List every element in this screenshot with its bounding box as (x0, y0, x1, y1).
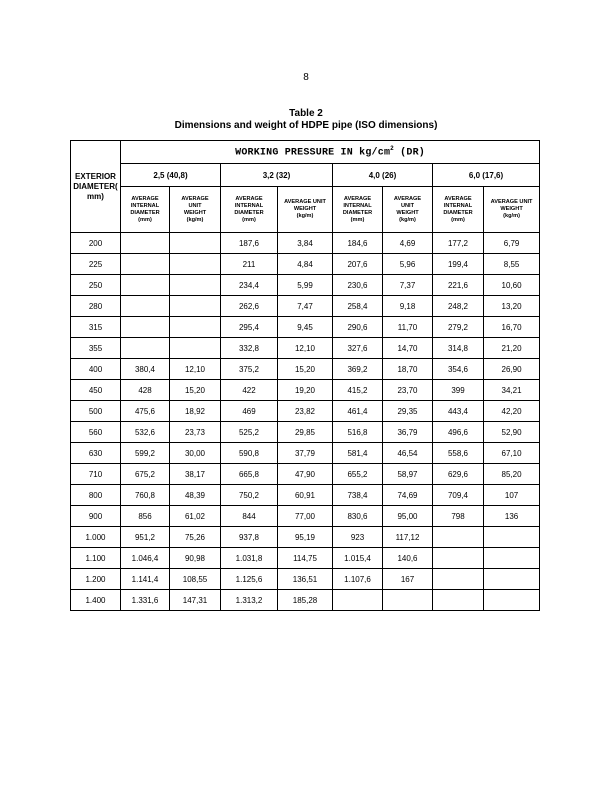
table-cell: 532,6 (121, 422, 170, 443)
table-cell (121, 338, 170, 359)
table-cell (433, 527, 484, 548)
table-cell: 496,6 (433, 422, 484, 443)
subheader-line: AVERAGE (444, 195, 472, 202)
table-cell: 90,98 (170, 548, 221, 569)
table-cell: 709,4 (433, 485, 484, 506)
column-subheader (383, 187, 433, 233)
table-cell: 167 (383, 569, 433, 590)
table-cell (484, 590, 540, 611)
table-cell: 951,2 (121, 527, 170, 548)
subheader-line: WEIGHT (183, 209, 207, 216)
exterior-diameter-cell: 710 (71, 464, 121, 485)
table-cell: 29,85 (278, 422, 333, 443)
subheader-line: DIAMETER (130, 209, 160, 216)
working-pressure-sup: 2 (390, 145, 394, 153)
table-cell: 18,70 (383, 359, 433, 380)
table-cell (121, 296, 170, 317)
table-cell: 77,00 (278, 506, 333, 527)
subheader-line: DIAMETER (342, 209, 373, 216)
table-cell: 21,20 (484, 338, 540, 359)
working-pressure-suffix: (DR) (393, 147, 425, 159)
subheader-line: AVERAGE (393, 195, 422, 202)
table-row (71, 380, 540, 401)
table-cell: 461,4 (333, 401, 383, 422)
table-cell: 107 (484, 485, 540, 506)
table-cell: 11,70 (383, 317, 433, 338)
table-cell: 443,4 (433, 401, 484, 422)
table-cell: 558,6 (433, 443, 484, 464)
table-cell: 525,2 (221, 422, 278, 443)
column-subheader (221, 187, 278, 233)
working-pressure-text: WORKING PRESSURE IN kg/cm (235, 147, 391, 159)
table-cell: 117,12 (383, 527, 433, 548)
subheader-line: DIAMETER (443, 209, 473, 216)
table-cell: 1.031,8 (221, 548, 278, 569)
table-cell: 34,21 (484, 380, 540, 401)
table-cell: 75,26 (170, 527, 221, 548)
subheader-line: (mm) (451, 216, 465, 223)
table-row (71, 506, 540, 527)
table-cell: 6,79 (484, 233, 540, 254)
table-cell: 3,84 (278, 233, 333, 254)
table-cell: 211 (221, 254, 278, 275)
table-cell: 29,35 (383, 401, 433, 422)
table-cell: 599,2 (121, 443, 170, 464)
exterior-header-line: EXTERIOR (75, 171, 116, 181)
table-cell: 23,82 (278, 401, 333, 422)
subheader-line: UNIT (400, 202, 415, 209)
table-cell: 9,18 (383, 296, 433, 317)
table-cell: 7,37 (383, 275, 433, 296)
subheader-line: (kg/m) (296, 213, 314, 219)
table-cell: 830,6 (333, 506, 383, 527)
table-cell: 1.046,4 (121, 548, 170, 569)
table-cell: 74,69 (383, 485, 433, 506)
table-cell: 399 (433, 380, 484, 401)
table-row (71, 317, 540, 338)
table-cell (433, 569, 484, 590)
table-cell: 95,00 (383, 506, 433, 527)
exterior-diameter-cell: 1.000 (71, 527, 121, 548)
table-cell: 52,90 (484, 422, 540, 443)
exterior-diameter-cell: 400 (71, 359, 121, 380)
working-pressure-header (121, 141, 540, 164)
table-cell: 1.015,4 (333, 548, 383, 569)
table-row (71, 401, 540, 422)
exterior-diameter-cell: 900 (71, 506, 121, 527)
table-cell: 428 (121, 380, 170, 401)
table-cell: 1.125,6 (221, 569, 278, 590)
column-subheader (433, 187, 484, 233)
table-cell: 19,20 (278, 380, 333, 401)
table-cell: 750,2 (221, 485, 278, 506)
subheader-line: AVERAGE (181, 195, 209, 202)
subheader-line: AVERAGE UNIT (284, 199, 326, 205)
table-cell: 590,8 (221, 443, 278, 464)
subheader-line: AVERAGE (235, 195, 263, 202)
exterior-diameter-cell: 200 (71, 233, 121, 254)
table-cell: 23,73 (170, 422, 221, 443)
subheader-line: WEIGHT (293, 206, 317, 212)
table-cell (121, 254, 170, 275)
table-row (71, 569, 540, 590)
table-cell: 295,4 (221, 317, 278, 338)
table-cell: 332,8 (221, 338, 278, 359)
table-cell: 4,69 (383, 233, 433, 254)
column-subheader (121, 187, 170, 233)
table-cell: 1.331,6 (121, 590, 170, 611)
subheader-line: WEIGHT (500, 206, 523, 212)
table-cell: 26,90 (484, 359, 540, 380)
subheader-line: AVERAGE (343, 195, 372, 202)
table-cell (170, 338, 221, 359)
table-cell: 314,8 (433, 338, 484, 359)
subheader-line: (kg/m) (186, 216, 204, 223)
table-cell: 1.313,2 (221, 590, 278, 611)
table-cell (383, 590, 433, 611)
table-cell: 185,28 (278, 590, 333, 611)
table-row (71, 443, 540, 464)
exterior-diameter-cell: 315 (71, 317, 121, 338)
table-cell: 279,2 (433, 317, 484, 338)
table-cell: 42,20 (484, 401, 540, 422)
table-row (71, 296, 540, 317)
table-cell: 380,4 (121, 359, 170, 380)
dr-group-header: 4,0 (26) (333, 164, 433, 187)
table-row (71, 275, 540, 296)
table-cell: 923 (333, 527, 383, 548)
table-cell: 248,2 (433, 296, 484, 317)
table-cell: 23,70 (383, 380, 433, 401)
table-cell: 187,6 (221, 233, 278, 254)
table-cell: 15,20 (278, 359, 333, 380)
table-cell: 8,55 (484, 254, 540, 275)
table-cell: 184,6 (333, 233, 383, 254)
exterior-diameter-cell: 500 (71, 401, 121, 422)
table-cell: 844 (221, 506, 278, 527)
table-cell: 15,20 (170, 380, 221, 401)
table-cell: 13,20 (484, 296, 540, 317)
table-cell: 369,2 (333, 359, 383, 380)
table-cell (170, 233, 221, 254)
table-cell: 738,4 (333, 485, 383, 506)
table-cell (484, 569, 540, 590)
table-cell: 58,97 (383, 464, 433, 485)
dr-group-header: 3,2 (32) (221, 164, 333, 187)
table-cell (170, 317, 221, 338)
page-number: 8 (303, 72, 309, 83)
exterior-diameter-cell: 1.400 (71, 590, 121, 611)
table-cell (121, 317, 170, 338)
table-cell: 354,6 (433, 359, 484, 380)
caption-line-1: Table 2 (289, 108, 323, 119)
table-cell: 221,6 (433, 275, 484, 296)
caption-line-2: Dimensions and weight of HDPE pipe (ISO dimensions) (174, 120, 438, 131)
table-cell: 937,8 (221, 527, 278, 548)
table-cell: 61,02 (170, 506, 221, 527)
table-cell: 262,6 (221, 296, 278, 317)
table-cell: 37,79 (278, 443, 333, 464)
table-cell: 581,4 (333, 443, 383, 464)
table-cell (484, 548, 540, 569)
table-cell (484, 527, 540, 548)
table-caption (0, 108, 612, 132)
table-cell: 415,2 (333, 380, 383, 401)
table-row (71, 590, 540, 611)
table-cell: 516,8 (333, 422, 383, 443)
table-cell: 14,70 (383, 338, 433, 359)
table-cell: 207,6 (333, 254, 383, 275)
table-cell: 136 (484, 506, 540, 527)
subheader-line: INTERNAL (130, 202, 160, 209)
table-cell: 290,6 (333, 317, 383, 338)
exterior-diameter-cell: 1.200 (71, 569, 121, 590)
table-cell: 422 (221, 380, 278, 401)
dr-group-header: 2,5 (40,8) (121, 164, 221, 187)
subheader-line: (kg/m) (399, 216, 416, 223)
table-cell (170, 296, 221, 317)
table-cell: 16,70 (484, 317, 540, 338)
table-cell: 258,4 (333, 296, 383, 317)
table-cell (121, 275, 170, 296)
table-row (71, 485, 540, 506)
column-subheader (170, 187, 221, 233)
table-cell: 234,4 (221, 275, 278, 296)
table-cell: 48,39 (170, 485, 221, 506)
table-row (71, 359, 540, 380)
table-cell: 199,4 (433, 254, 484, 275)
table-cell: 12,10 (278, 338, 333, 359)
dr-group-header: 6,0 (17,6) (433, 164, 540, 187)
subheader-line: AVERAGE UNIT (490, 199, 533, 205)
table-cell: 9,45 (278, 317, 333, 338)
table-cell: 38,17 (170, 464, 221, 485)
table-cell: 18,92 (170, 401, 221, 422)
table-cell: 4,84 (278, 254, 333, 275)
exterior-header-line: mm) (87, 191, 104, 201)
table-cell: 47,90 (278, 464, 333, 485)
table-cell: 5,96 (383, 254, 433, 275)
table-cell: 30,00 (170, 443, 221, 464)
table-cell: 675,2 (121, 464, 170, 485)
subheader-line: AVERAGE (131, 195, 159, 202)
table-cell: 856 (121, 506, 170, 527)
table-body (71, 233, 540, 611)
exterior-diameter-cell: 280 (71, 296, 121, 317)
subheader-line: INTERNAL (343, 202, 372, 209)
table-cell (433, 590, 484, 611)
exterior-header-line: DIAMETER( (73, 181, 118, 191)
table-row (71, 527, 540, 548)
exterior-diameter-cell: 560 (71, 422, 121, 443)
subheader-line: INTERNAL (234, 202, 264, 209)
subheader-line: UNIT (188, 202, 202, 209)
table-cell: 140,6 (383, 548, 433, 569)
table-cell (170, 254, 221, 275)
table-cell: 230,6 (333, 275, 383, 296)
exterior-diameter-cell: 355 (71, 338, 121, 359)
table-cell: 1.141,4 (121, 569, 170, 590)
table-cell: 85,20 (484, 464, 540, 485)
table-cell: 375,2 (221, 359, 278, 380)
table-cell (121, 233, 170, 254)
table-cell: 629,6 (433, 464, 484, 485)
table-row (71, 464, 540, 485)
table-row (71, 254, 540, 275)
table-cell: 108,55 (170, 569, 221, 590)
subheader-line: (kg/m) (503, 213, 520, 219)
subheader-line: WEIGHT (396, 209, 419, 216)
table-cell: 147,31 (170, 590, 221, 611)
table-cell: 136,51 (278, 569, 333, 590)
hdpe-table (70, 140, 540, 611)
exterior-diameter-cell: 225 (71, 254, 121, 275)
subheader-line: (mm) (350, 216, 365, 223)
table-cell: 665,8 (221, 464, 278, 485)
exterior-diameter-cell: 250 (71, 275, 121, 296)
table-cell: 46,54 (383, 443, 433, 464)
table-row (71, 422, 540, 443)
table-cell: 469 (221, 401, 278, 422)
table-cell: 1.107,6 (333, 569, 383, 590)
table-row (71, 548, 540, 569)
table-cell: 475,6 (121, 401, 170, 422)
table-row (71, 338, 540, 359)
subheader-line: (mm) (242, 216, 256, 223)
table-cell: 60,91 (278, 485, 333, 506)
table-cell: 5,99 (278, 275, 333, 296)
table-cell (170, 275, 221, 296)
table-cell: 177,2 (433, 233, 484, 254)
subheader-line: DIAMETER (234, 209, 264, 216)
table-cell: 114,75 (278, 548, 333, 569)
table-cell (333, 590, 383, 611)
column-subheader (333, 187, 383, 233)
exterior-diameter-cell: 450 (71, 380, 121, 401)
subheader-line: (mm) (138, 216, 152, 223)
table-cell: 327,6 (333, 338, 383, 359)
table-cell: 67,10 (484, 443, 540, 464)
exterior-diameter-cell: 630 (71, 443, 121, 464)
table-cell: 36,79 (383, 422, 433, 443)
table-cell: 95,19 (278, 527, 333, 548)
column-subheader (484, 187, 540, 233)
column-subheader (278, 187, 333, 233)
table-cell: 760,8 (121, 485, 170, 506)
sub-header-row (71, 187, 540, 233)
table-cell: 798 (433, 506, 484, 527)
table-cell (433, 548, 484, 569)
exterior-diameter-cell: 1.100 (71, 548, 121, 569)
table-row (71, 233, 540, 254)
subheader-line: INTERNAL (443, 202, 473, 209)
table-cell: 7,47 (278, 296, 333, 317)
exterior-diameter-cell: 800 (71, 485, 121, 506)
table-cell: 655,2 (333, 464, 383, 485)
table-cell: 10,60 (484, 275, 540, 296)
table-cell: 12,10 (170, 359, 221, 380)
exterior-diameter-header (71, 141, 121, 233)
